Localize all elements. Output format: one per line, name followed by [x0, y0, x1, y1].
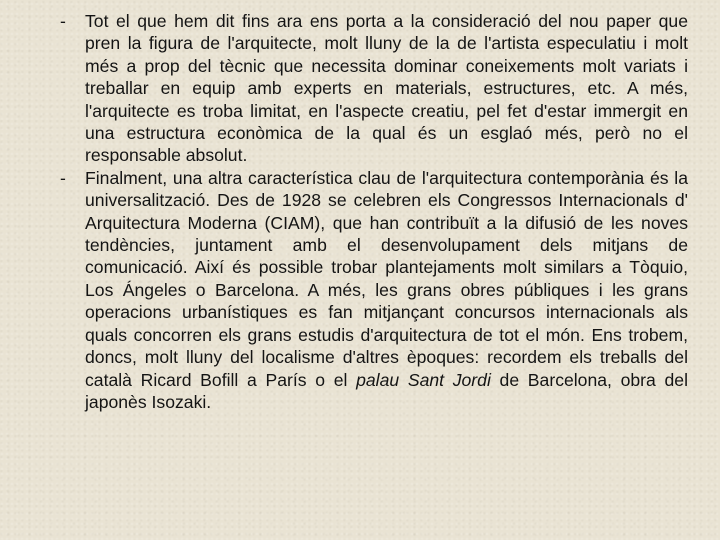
slide-text-body — [60, 10, 688, 413]
bullet-item-universalization — [60, 167, 688, 413]
bullet-dash: - — [60, 167, 66, 188]
bullet-dash: - — [60, 11, 66, 31]
bullet-text: Tot el que hem dit fins ara ens porta a la consideració del nou paper que pren la figura de l'arquitecte, molt lluny de la de l'artista especulatiu i molt més a prop del tècnic que necessita dominar coneixements molt variats i treballar en equip amb experts en materials, estructures, etc. A més, l'arquitecte es troba limitat, en l'aspecte creatiu, pel fet d'estar immergit en una estructura econòmica de la qual és un esglaó més, però no el responsable absolut. — [85, 11, 688, 166]
bullet-text-part: Finalment, una altra característica clau de l'arquitectura contemporània és la universalització. Des de 1928 se celebren els Congressos Internacionals d' Arquitectura Moderna (CIAM), que han contribuït a la difusió de les noves tendències, juntament amb el desenvolupament dels mitjans de comunicació. Així és possible trobar plantejaments molt similars a Tòquio, Los Ángeles o Barcelona. A més, les grans obres públiques i les grans operacions urbanístiques es fan mitjançant concursos internacionals als quals concorren els grans estudis d'arquitectura de tot el món. Ens trobem, doncs, molt lluny del localisme d'altres èpoques: recordem els treballs del català Ricard Bofill a París o el — [85, 167, 688, 390]
bullet-text — [85, 167, 688, 413]
bullet-text-italic: palau Sant Jordi — [356, 369, 491, 390]
bullet-text-part: de Barcelona, obra del japonès Isozaki. — [85, 369, 688, 412]
bullet-item-architect-role — [60, 10, 688, 167]
